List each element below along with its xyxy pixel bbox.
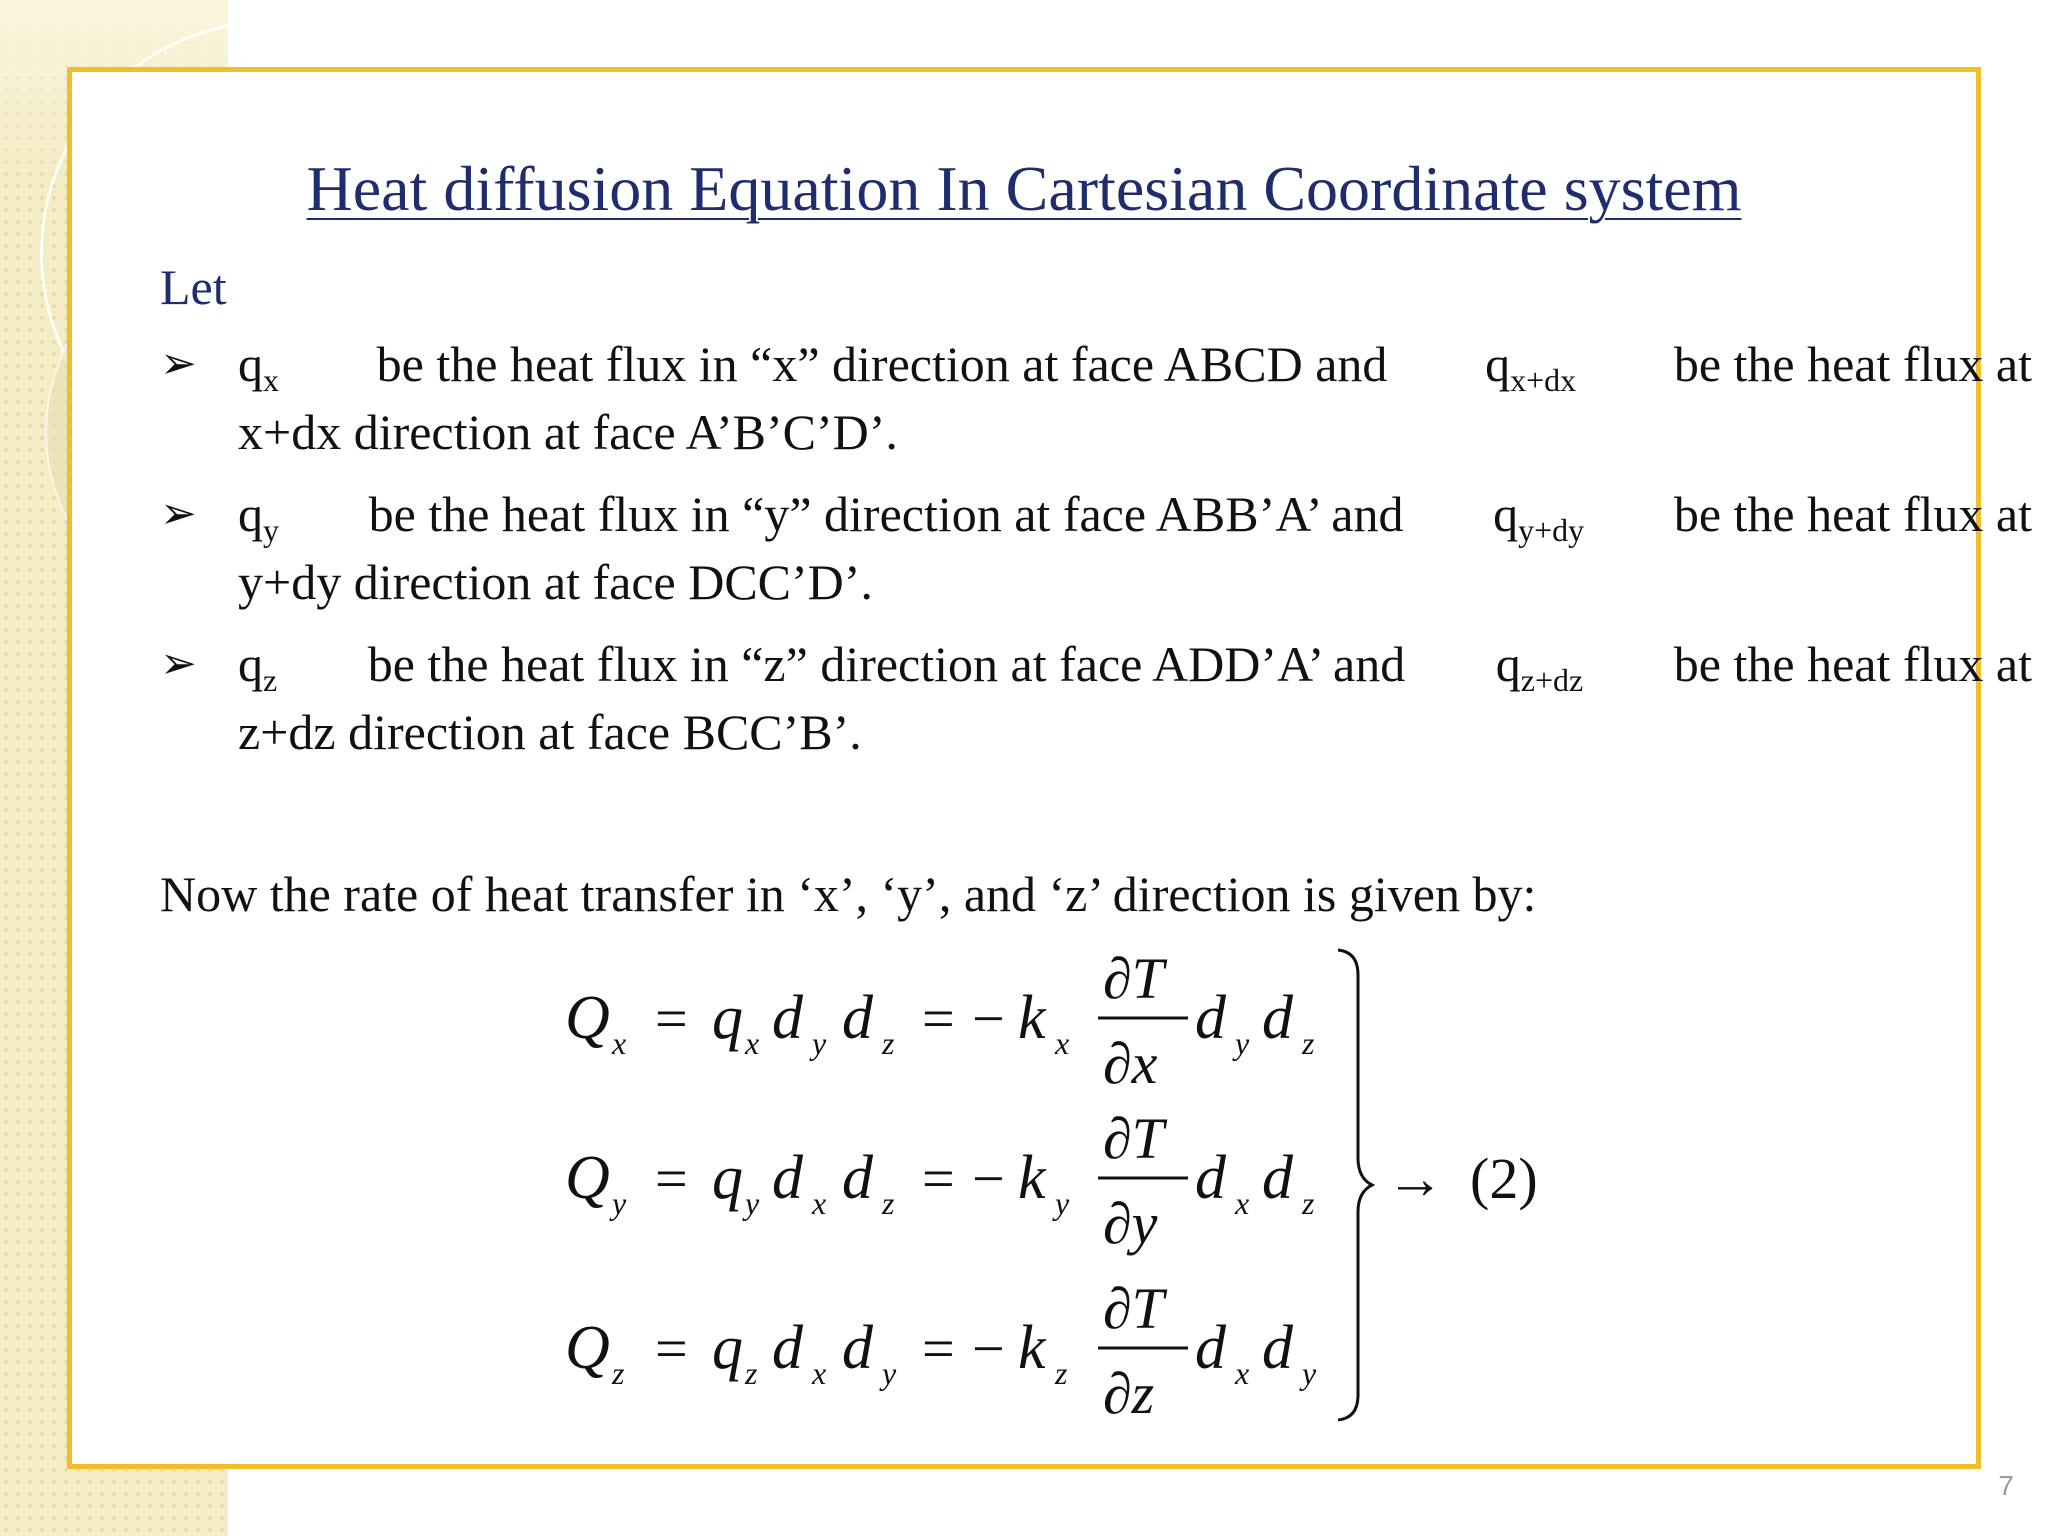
eq-d-subscript: x bbox=[812, 1185, 827, 1221]
flux-symbol-next: $q_{y+dy}$ bbox=[1493, 486, 1585, 548]
eq-equals-sign: = bbox=[922, 1316, 955, 1381]
bullet-arrow-icon: ➢ bbox=[160, 488, 197, 539]
eq-q-symbol: q bbox=[712, 984, 743, 1052]
eq-d-symbol: d bbox=[842, 984, 873, 1052]
equation-number: (2) bbox=[1470, 1146, 1538, 1211]
eq-d-symbol: d bbox=[842, 1144, 873, 1212]
eq-Q-subscript: z bbox=[612, 1355, 625, 1391]
intro-label: Let bbox=[160, 259, 227, 315]
eq-q-symbol: q bbox=[712, 1314, 743, 1382]
flux-symbol: $q_x$ bbox=[238, 336, 279, 398]
bullet-text-end: be the heat flux at bbox=[1673, 486, 2032, 542]
eq-fraction-numerator: ∂T bbox=[1103, 1276, 1164, 1341]
eq-fraction-numerator: ∂T bbox=[1103, 1106, 1164, 1171]
slide-title: Heat diffusion Equation In Cartesian Coordinate system bbox=[306, 153, 1742, 224]
bullet-continuation: x+dx direction at face A’B’C’D’. bbox=[238, 404, 898, 460]
eq-d-symbol: d bbox=[1262, 1314, 1293, 1382]
eq-Q-symbol: Q bbox=[565, 984, 610, 1052]
eq-q-subscript: y bbox=[745, 1185, 760, 1221]
flux-symbol: $q_z$ bbox=[238, 636, 278, 698]
eq-d-symbol: d bbox=[1195, 1144, 1226, 1212]
implies-arrow: → bbox=[1386, 1146, 1444, 1211]
eq-fraction-numerator: ∂T bbox=[1103, 946, 1164, 1011]
eq-equals-sign: = bbox=[655, 986, 688, 1051]
eq-d-symbol: d bbox=[772, 984, 803, 1052]
eq-fraction-denominator: ∂y bbox=[1103, 1191, 1158, 1256]
eq-d-symbol: d bbox=[1262, 1144, 1293, 1212]
eq-d-subscript: z bbox=[882, 1185, 895, 1221]
bullet-text: be the heat flux in “z” direction at face ADD’A’ and bbox=[367, 636, 1406, 692]
eq-d-symbol: d bbox=[772, 1314, 803, 1382]
eq-equals-sign: = bbox=[922, 1146, 955, 1211]
eq-d-subscript: y bbox=[812, 1025, 827, 1061]
eq-d-subscript: z bbox=[882, 1025, 895, 1061]
eq-d-symbol: d bbox=[842, 1314, 873, 1382]
eq-d-subscript: z bbox=[1302, 1025, 1315, 1061]
eq-Q-symbol: Q bbox=[565, 1314, 610, 1382]
eq-d-subscript: y bbox=[1302, 1355, 1317, 1391]
eq-d-subscript: y bbox=[1235, 1025, 1250, 1061]
bullet-text-end: be the heat flux at bbox=[1673, 636, 2032, 692]
eq-d-subscript: x bbox=[1235, 1185, 1250, 1221]
eq-d-subscript: y bbox=[882, 1355, 897, 1391]
equation-rows bbox=[565, 946, 1317, 1426]
eq-Q-symbol: Q bbox=[565, 1144, 610, 1212]
eq-d-subscript: z bbox=[1302, 1185, 1315, 1221]
bullet-text: be the heat flux in “y” direction at face ABB’A’ and bbox=[368, 486, 1404, 542]
bullet-continuation: z+dz direction at face BCC’B’. bbox=[238, 704, 862, 760]
eq-k-symbol: k bbox=[1018, 984, 1046, 1052]
rate-sentence: Now the rate of heat transfer in ‘x’, ‘y’, and ‘z’ direction is given by: bbox=[160, 866, 1537, 922]
eq-equals-sign: = bbox=[655, 1316, 688, 1381]
bullet-arrow-icon: ➢ bbox=[160, 638, 197, 689]
eq-d-subscript: x bbox=[812, 1355, 827, 1391]
eq-minus-sign: − bbox=[972, 986, 1005, 1051]
eq-d-symbol: d bbox=[1195, 984, 1226, 1052]
right-brace bbox=[1338, 950, 1372, 1420]
eq-k-symbol: k bbox=[1018, 1314, 1046, 1382]
eq-q-symbol: q bbox=[712, 1144, 743, 1212]
eq-Q-subscript: y bbox=[612, 1185, 627, 1221]
bullet-arrow-icon: ➢ bbox=[160, 338, 197, 389]
eq-d-subscript: x bbox=[1235, 1355, 1250, 1391]
eq-k-subscript: z bbox=[1055, 1355, 1068, 1391]
eq-k-subscript: y bbox=[1055, 1185, 1070, 1221]
eq-d-symbol: d bbox=[772, 1144, 803, 1212]
eq-Q-subscript: x bbox=[612, 1025, 627, 1061]
eq-q-subscript: z bbox=[745, 1355, 758, 1391]
flux-symbol-next: $q_{z+dz}$ bbox=[1495, 636, 1584, 698]
page-number: 7 bbox=[1998, 1470, 2014, 1501]
eq-k-subscript: x bbox=[1055, 1025, 1070, 1061]
eq-d-symbol: d bbox=[1195, 1314, 1226, 1382]
eq-fraction-denominator: ∂z bbox=[1103, 1361, 1155, 1426]
eq-minus-sign: − bbox=[972, 1316, 1005, 1381]
eq-q-subscript: x bbox=[745, 1025, 760, 1061]
bullet-text-end: be the heat flux at bbox=[1673, 336, 2032, 392]
eq-d-symbol: d bbox=[1262, 984, 1293, 1052]
flux-symbol-next: $q_{x+dx}$ bbox=[1485, 336, 1577, 398]
eq-equals-sign: = bbox=[922, 986, 955, 1051]
eq-k-symbol: k bbox=[1018, 1144, 1046, 1212]
bullet-text: be the heat flux in “x” direction at face ABCD and bbox=[376, 336, 1388, 392]
eq-equals-sign: = bbox=[655, 1146, 688, 1211]
flux-symbol: $q_y$ bbox=[238, 486, 279, 548]
eq-minus-sign: − bbox=[972, 1146, 1005, 1211]
eq-fraction-denominator: ∂x bbox=[1103, 1031, 1158, 1096]
bullet-continuation: y+dy direction at face DCC’D’. bbox=[238, 554, 873, 610]
